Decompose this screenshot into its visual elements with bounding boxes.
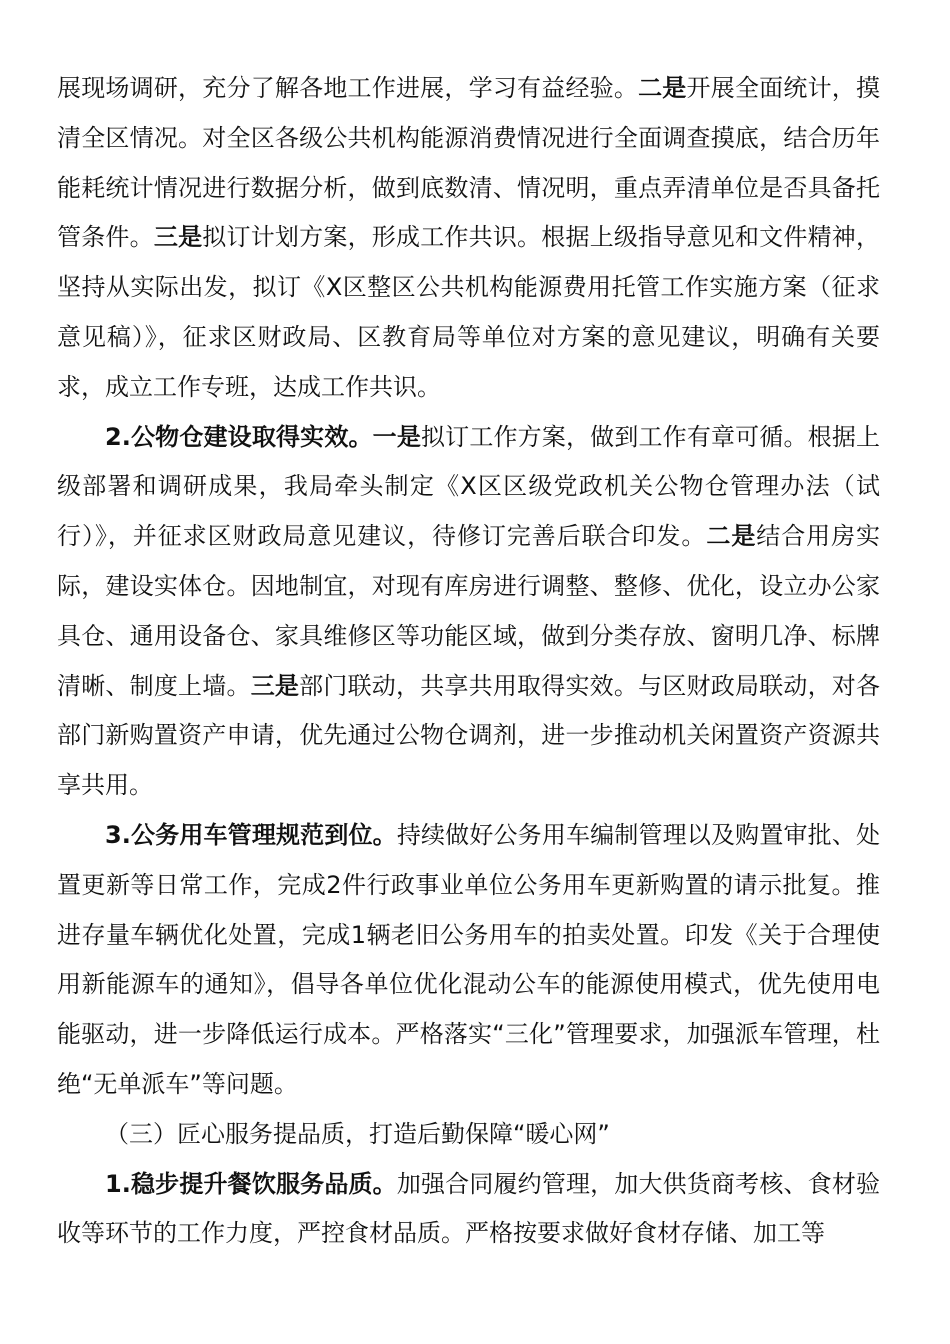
paragraph-2 xyxy=(57,413,880,811)
bold-run: 三是 xyxy=(153,223,203,252)
section-heading: 1.稳步提升餐饮服务品质。 xyxy=(105,1169,397,1198)
section-heading: 3.公务用车管理规范到位。 xyxy=(105,820,397,849)
bold-run: 一是 xyxy=(372,422,421,451)
text-run: 开展全面统计，摸清全区情况。对全区各级公共机构能源消费情况进行全面调查摸底，结合历年能耗统计情况进行数据分析，做到底数清、情况明，重点弄清单位是否具备托管条件。 xyxy=(57,74,881,252)
text-run: 部门联动，共享共用取得实效。与区财政局联动，对各部门新购置资产申请，优先通过公物仓调剂，进一步推动机关闲置资产资源共享共用。 xyxy=(57,671,881,800)
paragraph-4-heading xyxy=(57,1110,880,1160)
paragraph-3 xyxy=(57,811,880,1110)
bold-run: 二是 xyxy=(706,522,757,551)
bold-run: 二是 xyxy=(638,74,687,102)
section-title: （三）匠心服务提品质，打造后勤保障“暖心网” xyxy=(105,1119,610,1148)
text-run: 结合用房实际，建设实体仓。因地制宜，对现有库房进行调整、整修、优化，设立办公家具仓、通用设备仓、家具维修区等功能区域，做到分类存放、窗明几净、标牌清晰、制度上墙。 xyxy=(57,522,881,700)
text-run: 加强合同履约管理，加大供货商考核、食材验收等环节的工作力度，严控食材品质。严格按要求做好食材存储、加工等 xyxy=(57,1169,880,1248)
text-run: 拟订计划方案，形成工作共识。根据上级指导意见和文件精神，坚持从实际出发，拟订《X区整区公共机构能源费用托管工作实施方案（征求意见稿）》，征求区财政局、区教育局等单位对方案的意见建议，明确有关要求，成立工作专班，达成工作共识。 xyxy=(57,223,881,401)
paragraph-5 xyxy=(57,1160,880,1260)
text-run: 展现场调研，充分了解各地工作进展，学习有益经验。 xyxy=(57,74,639,102)
text-run: 持续做好公务用车编制管理以及购置审批、处置更新等日常工作，完成2件行政事业单位公务用车更新购置的请示批复。推进存量车辆优化处置，完成1辆老旧公务用车的拍卖处置。印发《关于合理使用新能源车的通知》，倡导各单位优化混动公车的能源使用模式，优先使用电能驱动，进一步降低运行成本。严格落实“三化”管理要求，加强派车管理，杜绝“无单派车”等问题。 xyxy=(57,820,880,1098)
section-heading: 2.公物仓建设取得实效。 xyxy=(105,422,373,451)
paragraph-1 xyxy=(57,64,880,413)
text-run: 拟订工作方案，做到工作有章可循。根据上级部署和调研成果，我局牵头制定《X区区级党政机关公物仓管理办法（试行）》，并征求区财政局意见建议，待修订完善后联合印发。 xyxy=(57,422,881,551)
bold-run: 三是 xyxy=(250,671,300,700)
